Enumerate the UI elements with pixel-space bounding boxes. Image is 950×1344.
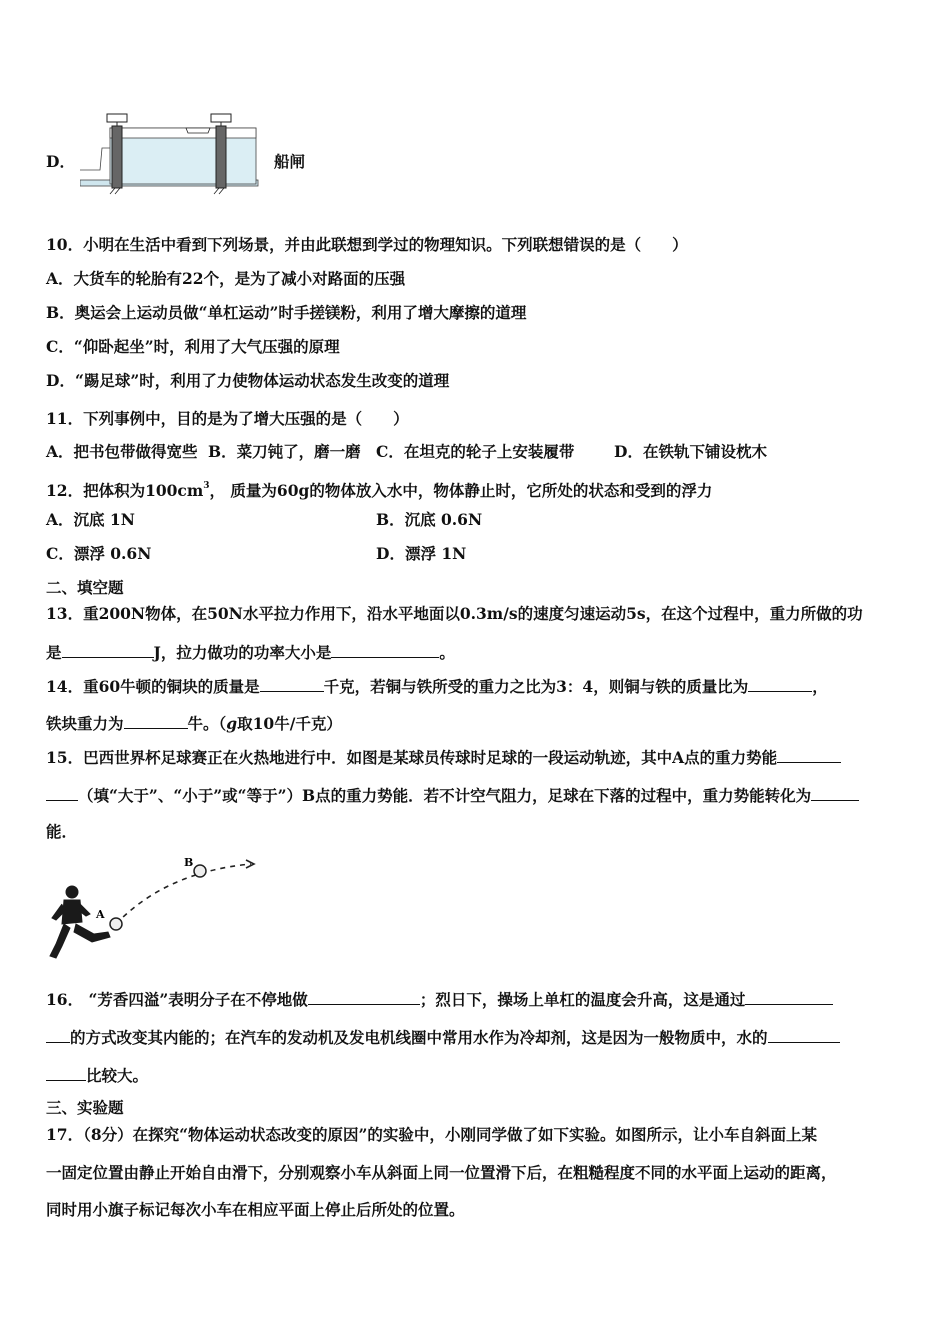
- q16-blank-2a[interactable]: [745, 989, 833, 1005]
- q15-line3: 能．: [46, 822, 78, 841]
- q15-line2-text: （填“大于”、“小于”或“等于”）B点的重力势能．若不计空气阻力，足球在下落的过程中，重力势能转化为: [78, 786, 812, 805]
- q16-line2-a: 的方式改变其内能的；在汽车的发动机及发电机线圈中常用水作为冷却剂，这是因为一般物质中，水的: [70, 1028, 768, 1047]
- q12-stem: [46, 476, 712, 501]
- q11-option-b: B．菜刀钝了，磨一磨: [208, 442, 361, 461]
- point-a-label: A: [96, 908, 105, 921]
- q12-option-c: C．漂浮 0.6N: [46, 544, 152, 563]
- q13-line1: 13．重200N物体，在50N水平拉力作用下，沿水平地面以0.3m/s的速度匀速运动5s，在这个过程中，重力所做的功: [46, 604, 863, 623]
- q15-line1: [46, 747, 841, 768]
- q14-line1-b: 千克，若铜与铁所受的重力之比为3：4，则铜与铁的质量比为: [323, 677, 749, 696]
- q9-option-d-caption: 船闸: [274, 152, 306, 171]
- q10-option-a: A．大货车的轮胎有22个，是为了减小对路面的压强: [46, 269, 406, 288]
- q11-option-a: A．把书包带做得宽些: [46, 442, 198, 461]
- q15-blank-1b[interactable]: [46, 785, 78, 801]
- q14-line2-a: 铁块重力为: [46, 714, 124, 733]
- q17-line1: 17．（8分）在探究“物体运动状态改变的原因”的实验中，小刚同学做了如下实验。如图所示，让小车自斜面上某: [46, 1125, 817, 1144]
- q16-line3: [46, 1065, 148, 1086]
- q14-line2-g: g: [226, 714, 238, 733]
- q10-stem: 10．小明在生活中看到下列场景，并由此联想到学过的物理知识。下列联想错误的是（ ）: [46, 235, 688, 254]
- q14-line1: [46, 676, 828, 697]
- football-player-icon: [50, 886, 110, 958]
- q12-stem-sup: 3: [203, 481, 210, 491]
- q16-blank-3a[interactable]: [768, 1027, 840, 1043]
- q15-line1-text: 15．巴西世界杯足球赛正在火热地进行中．如图是某球员传球时足球的一段运动轨迹，其中A点的重力势能: [46, 748, 778, 767]
- q12-stem-before: 12．把体积为100cm: [46, 481, 204, 500]
- q13-line2-b: J，拉力做功的功率大小是: [153, 643, 332, 662]
- q16-line1: [46, 989, 833, 1010]
- q10-option-c: C．“仰卧起坐”时，利用了大气压强的原理: [46, 337, 340, 356]
- football-trajectory-figure: [46, 852, 256, 964]
- q11-option-d: D．在铁轨下铺设枕木: [614, 442, 767, 461]
- q13-line2: [46, 642, 455, 663]
- q13-blank-2[interactable]: [331, 642, 439, 658]
- q16-blank-1[interactable]: [308, 989, 420, 1005]
- q12-stem-after: ， 质量为60g的物体放入水中，物体静止时，它所处的状态和受到的浮力: [209, 481, 713, 500]
- q16-line1-b: ；烈日下，操场上单杠的温度会升高，这是通过: [419, 990, 746, 1009]
- q16-line1-a: 16． “芳香四溢”表明分子在不停地做: [46, 990, 308, 1009]
- q13-line2-a: 是: [46, 643, 62, 662]
- q12-option-a: A．沉底 1N: [46, 510, 135, 529]
- section-experiment-heading: 三、实验题: [46, 1098, 124, 1117]
- section-fill-in-heading: 二、填空题: [46, 578, 124, 597]
- q10-option-b: B．奥运会上运动员做“单杠运动”时手搓镁粉，利用了增大摩擦的道理: [46, 303, 527, 322]
- q15-line2: [46, 785, 859, 806]
- q14-blank-1[interactable]: [260, 676, 324, 692]
- q14-blank-3[interactable]: [124, 713, 188, 729]
- q12-option-d: D．漂浮 1N: [376, 544, 467, 563]
- q16-line2: [46, 1027, 840, 1048]
- q17-line2: 一固定位置由静止开始自由滑下，分别观察小车从斜面上同一位置滑下后，在粗糙程度不同的水平面上运动的距离，: [46, 1163, 837, 1182]
- q13-line2-c: 。: [439, 643, 455, 662]
- q13-blank-1[interactable]: [62, 642, 154, 658]
- q11-stem: 11．下列事例中，目的是为了增大压强的是（ ）: [46, 409, 409, 428]
- q11-option-c: C．在坦克的轮子上安装履带: [376, 442, 575, 461]
- q16-blank-2b[interactable]: [46, 1027, 70, 1043]
- q14-line1-a: 14．重60牛顿的铜块的质量是: [46, 677, 260, 696]
- q14-line2: [46, 713, 342, 734]
- q17-line3: 同时用小旗子标记每次小车在相应平面上停止后所处的位置。: [46, 1200, 465, 1219]
- q10-option-d: D．“踢足球”时，利用了力使物体运动状态发生改变的道理: [46, 371, 450, 390]
- q14-line2-c: 取10牛/千克）: [237, 714, 342, 733]
- q9-option-d-letter: D．: [46, 152, 75, 171]
- q15-blank-2[interactable]: [811, 785, 859, 801]
- q16-line3-a: 比较大。: [86, 1066, 149, 1085]
- q14-line1-c: ，: [812, 677, 828, 696]
- q14-line2-b: 牛。（: [187, 714, 227, 733]
- q16-blank-3b[interactable]: [46, 1065, 86, 1081]
- q15-blank-1a[interactable]: [777, 747, 841, 763]
- q12-option-b: B．沉底 0.6N: [376, 510, 483, 529]
- q14-blank-2[interactable]: [748, 676, 812, 692]
- ship-lock-figure: [80, 108, 260, 198]
- point-b-label: B: [184, 856, 194, 869]
